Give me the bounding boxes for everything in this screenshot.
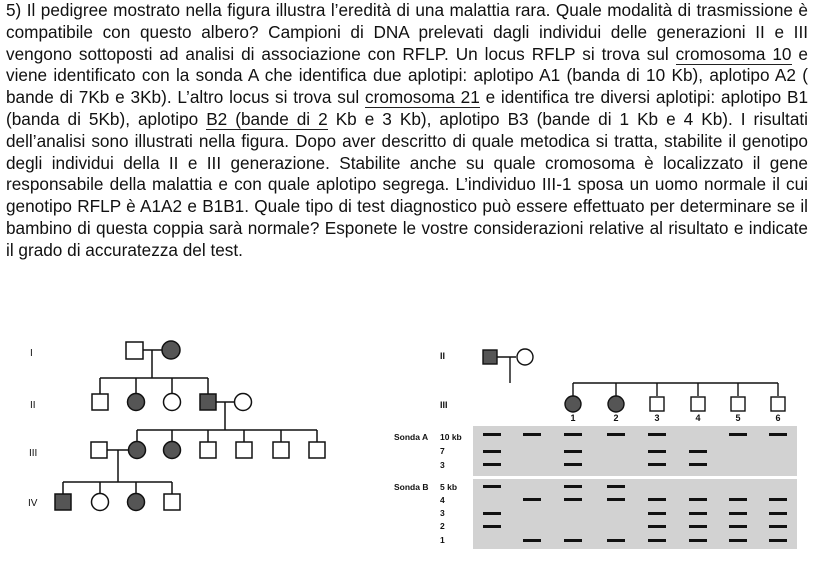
band xyxy=(689,463,707,466)
question-part-4: Kb e 3 Kb), aplotipo B3 (bande di 1 Kb e 4 Kb). I risultati dell’analisi sono illustrati nella figura. Dopo aver descritto di quale metodica si tratta, stabilite il genotipo degli individui della II e III generazione. Stabilite anche su quale cromosoma è localizzato il gene responsabile della malattia e con quale aplotipo segrega. L’individuo III-1 sposa un uomo normale il cui genotipo RFLP è A1A2 e B1B1. Quale tipo di test diagnostico può essere effettuato per determinare se il bambino di questa coppia sarà normale? Esponete le vostre considerazioni relative al risultato e indicate il grado di accuratezza del test. xyxy=(6,108,808,260)
gen3-affected-female-2 xyxy=(164,442,181,459)
underlined-b2-bands: B2 (bande di 2 xyxy=(206,108,328,129)
gen3-spouse-male xyxy=(91,442,107,458)
gen2-female xyxy=(164,394,181,411)
rflp-gen3-male-6 xyxy=(771,397,785,411)
band xyxy=(607,498,625,501)
gen3-male-6 xyxy=(309,442,325,458)
gen2-spouse-female xyxy=(235,394,252,411)
gen2-affected-male xyxy=(200,394,216,410)
probe-b-size-5kb: 5 kb xyxy=(440,482,458,492)
band xyxy=(523,498,541,501)
band xyxy=(483,525,501,528)
band xyxy=(729,512,747,515)
probe-b-label: Sonda B xyxy=(394,482,429,492)
individual-number-5: 5 xyxy=(735,413,741,423)
gen1-affected-female xyxy=(162,341,180,359)
band xyxy=(689,512,707,515)
probe-a-size-10kb: 10 kb xyxy=(440,432,462,442)
individual-number-6: 6 xyxy=(775,413,781,423)
probe-b-size-3: 3 xyxy=(440,508,445,518)
band xyxy=(564,433,582,436)
band xyxy=(648,525,666,528)
pedigree-chart xyxy=(28,341,325,511)
band xyxy=(523,433,541,436)
rflp-gen-label-III: III xyxy=(440,400,448,410)
gen4-affected-female xyxy=(128,494,145,511)
band xyxy=(483,450,501,453)
gen3-male-3 xyxy=(200,442,216,458)
question-part-3: e identifica tre diversi aplotipi: aplotipo B1 (banda di 5Kb), aplotipo xyxy=(6,87,808,129)
band xyxy=(648,463,666,466)
band xyxy=(729,539,747,542)
probe-a-label: Sonda A xyxy=(394,432,429,442)
individual-number-4: 4 xyxy=(695,413,701,423)
rflp-gen2-affected-male xyxy=(483,350,497,364)
band xyxy=(769,512,787,515)
gen2-affected-female xyxy=(128,394,145,411)
band xyxy=(648,450,666,453)
band xyxy=(607,485,625,488)
probe-a-size-7: 7 xyxy=(440,446,445,456)
band xyxy=(564,539,582,542)
probe-b-gel xyxy=(473,479,797,549)
band xyxy=(564,450,582,453)
band xyxy=(729,525,747,528)
band xyxy=(769,433,787,436)
band xyxy=(607,539,625,542)
underlined-chromosome-21: cromosoma 21 xyxy=(365,87,480,108)
probe-b-size-1: 1 xyxy=(440,535,445,545)
band xyxy=(769,525,787,528)
band xyxy=(607,433,625,436)
question-part-2: e viene identificato con la sonda A che identifica due aplotipi: aplotipo A1 (banda di 10 Kb), aplotipo A2 ( bande di 7Kb e 3Kb). L’altro locus si trova sul xyxy=(6,43,808,108)
band xyxy=(483,463,501,466)
band xyxy=(564,485,582,488)
rflp-gen-label-II: II xyxy=(440,351,446,361)
individual-number-3: 3 xyxy=(654,413,660,423)
band xyxy=(648,433,666,436)
individual-number-2: 2 xyxy=(613,413,619,423)
gen-label-II: II xyxy=(30,400,36,411)
band xyxy=(564,498,582,501)
probe-a-size-3: 3 xyxy=(440,460,445,470)
band xyxy=(689,498,707,501)
band xyxy=(483,433,501,436)
rflp-gen3-male-4 xyxy=(691,397,705,411)
band xyxy=(689,525,707,528)
band xyxy=(523,539,541,542)
gen-label-III: III xyxy=(29,448,38,459)
band xyxy=(648,498,666,501)
individual-number-1: 1 xyxy=(570,413,576,423)
rflp-figure xyxy=(394,349,797,549)
band xyxy=(729,433,747,436)
rflp-gen3-affected-female-1 xyxy=(565,396,581,412)
probe-b-size-4: 4 xyxy=(440,495,445,505)
band xyxy=(689,450,707,453)
gen3-affected-female-1 xyxy=(129,442,146,459)
band xyxy=(483,512,501,515)
rflp-gen3-affected-female-2 xyxy=(608,396,624,412)
rflp-gen3-male-3 xyxy=(650,397,664,411)
gen1-male xyxy=(126,342,143,359)
rflp-gen3-male-5 xyxy=(731,397,745,411)
underlined-chromosome-10: cromosoma 10 xyxy=(675,43,792,64)
band xyxy=(648,539,666,542)
gen-label-IV: IV xyxy=(28,498,38,509)
band xyxy=(564,463,582,466)
band xyxy=(648,512,666,515)
band xyxy=(483,485,501,488)
band xyxy=(769,539,787,542)
rflp-gen2-female xyxy=(517,349,533,365)
gen3-male-5 xyxy=(273,442,289,458)
gen2-male-1 xyxy=(92,394,108,410)
gen4-affected-male xyxy=(55,494,71,510)
gen4-male xyxy=(164,494,180,510)
probe-b-size-2: 2 xyxy=(440,521,445,531)
gen4-female-1 xyxy=(92,494,109,511)
band xyxy=(729,498,747,501)
band xyxy=(769,498,787,501)
probe-a-gel xyxy=(473,426,797,476)
gen3-male-4 xyxy=(236,442,252,458)
gen-label-I: I xyxy=(30,348,33,359)
question-part-1: 5) Il pedigree mostrato nella figura illustra l’eredità di una malattia rara. Quale modalità di trasmissione è compatibile con questo albero? Campioni di DNA prelevati dagli individui delle generazioni II e III vengono sottoposti ad analisi di associazione con RFLP. Un locus RFLP si trova sul xyxy=(6,0,808,64)
band xyxy=(689,539,707,542)
